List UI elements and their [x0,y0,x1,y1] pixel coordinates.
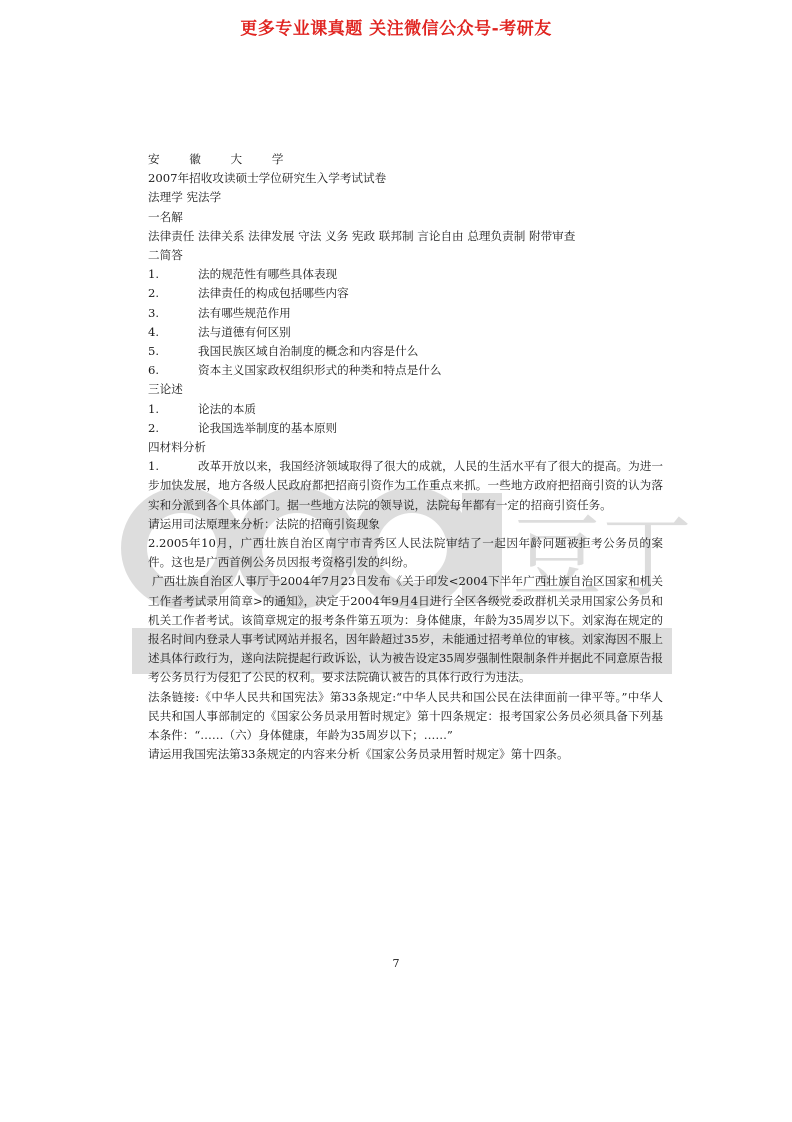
promo-banner: 更多专业课真题 关注微信公众号-考研友 [240,19,552,39]
item-number: 3. [148,305,160,320]
section-heading-terms: 一名解 [148,209,183,224]
list-item [148,284,663,303]
list-item [148,361,663,380]
item-number: 2. [148,420,160,435]
item-number: 1. [148,401,160,416]
item-text: 法与道德有何区别 [198,324,291,339]
item-number: 1. [148,267,160,282]
watermark-text: 豆丁 [512,505,692,610]
list-item [148,323,663,342]
case1-number: 1. [148,459,160,474]
university-name: 安 徽 大 学 [148,152,297,166]
item-text: 法律责任的构成包括哪些内容 [198,286,349,301]
section-heading-essay: 三论述 [148,382,183,397]
list-item [148,419,663,438]
item-text: 论我国选举制度的基本原则 [198,420,338,435]
case1-text: 改革开放以来，我国经济领域取得了很大的成就，人民的生活水平有了很大的提高。为进一步加快发展，地方各级人民政府都把招商引资作为工作重点来抓。一些地方政府把招商引资的认为落实和分派到各个具体部门。据一些地方法院的领导说，法院每年都有一定的招商引资任务。 [148,459,663,512]
item-number: 6. [148,363,160,378]
list-item [148,400,663,419]
list-item [148,304,663,323]
page-number: 7 [392,957,400,970]
exam-content [148,150,663,765]
section-heading-case-analysis: 四材料分析 [148,440,206,455]
item-text: 法的规范性有哪些具体表现 [198,267,338,282]
case2-detail: 广西壮族自治区人事厅于2004年7月23日发布《关于印发<2004下半年广西壮族自治区国家和机关工作者考试录用简章>的通知》，决定于2004年9月4日进行全区各级党委政群机关录用国家公务员和机关工作者考试。该简章规定的报考条件第五项为：身体健康，年龄为35周岁以下。刘家海在规定的报名时间内登录人事考试网站并报名，因年龄超过35岁，未能通过招考单位的审核。刘家海因不服上述具体行政行为，遂向法院提起行政诉讼，认为被告设定35周岁强制性限制条件并据此不同意原告报考公务员行为侵犯了公民的权利。要求法院确认被告的具体行政行为违法。 [148,574,663,685]
terms-list: 法律责任 法律关系 法律发展 守法 义务 宪政 联邦制 言论自由 总理负责制 附带审查 [148,228,576,243]
case2-question: 请运用我国宪法第33条规定的内容来分析《国家公务员录用暂时规定》第十四条。 [148,747,569,762]
item-text: 论法的本质 [198,401,256,416]
item-text: 法有哪些规范作用 [198,305,291,320]
item-text: 我国民族区域自治制度的概念和内容是什么 [198,344,419,359]
section-heading-short-answer: 二简答 [148,248,183,263]
list-item [148,265,663,284]
list-item [148,342,663,361]
case1-paragraph [148,457,663,515]
exam-subject: 法理学 宪法学 [148,190,222,205]
item-number: 5. [148,344,160,359]
item-number: 4. [148,324,160,339]
item-number: 2. [148,286,160,301]
exam-title: 2007年招收攻读硕士学位研究生入学考试试卷 [148,171,387,186]
case1-question: 请运用司法原理来分析：法院的招商引资现象 [148,516,380,531]
item-text: 资本主义国家政权组织形式的种类和特点是什么 [198,363,442,378]
law-link: 法条链接:《中华人民共和国宪法》第33条规定:“中华人民共和国公民在法律面前一律平等。”中华人民共和国人事部制定的《国家公务员录用暂时规定》第十四条规定：报考国家公务员必须具备下列基本条件：“……（六）身体健康，年龄为35周岁以下；……” [148,689,663,743]
case2-intro: 2.2005年10月，广西壮族自治区南宁市青秀区人民法院审结了一起因年龄问题被拒考公务员的案件。这也是广西首例公务员因报考资格引发的纠纷。 [148,536,663,570]
